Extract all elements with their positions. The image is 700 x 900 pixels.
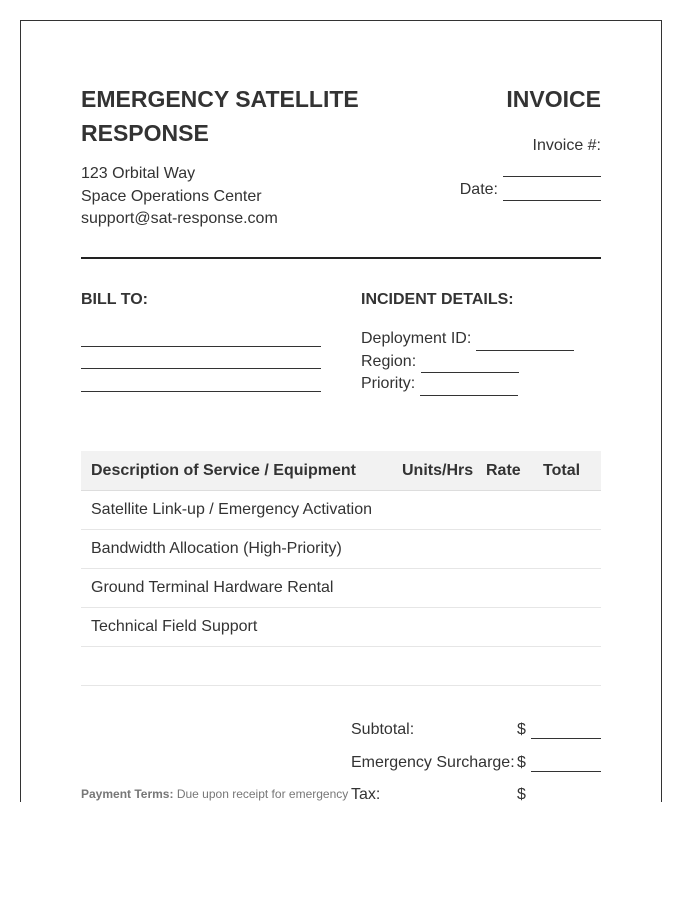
invoice-date-row [460,179,601,201]
currency-symbol: $ [517,753,526,771]
header-divider [81,257,601,259]
table-row [81,530,601,569]
header-units: Units/Hrs [402,461,474,479]
subtotal-field[interactable] [531,738,601,739]
deployment-id-label: Deployment ID: [361,330,472,347]
invoice-date-field[interactable] [503,185,601,201]
currency-symbol: $ [517,721,526,738]
incident-details [361,328,574,396]
totals-block [351,719,601,802]
row-description: Satellite Link-up / Emergency Activation [91,501,373,518]
subtotal-label: Subtotal: [351,721,415,738]
currency-symbol: $ [517,786,526,802]
table-row [81,491,601,530]
bill-to-heading: BILL TO: [81,291,148,308]
address-line-email: support@sat-response.com [81,210,278,227]
address-line-street: 123 Orbital Way [81,165,196,182]
row-description: Ground Terminal Hardware Rental [91,579,334,596]
subtotal-row [351,719,601,752]
tax-row [351,784,601,802]
table-row-empty [81,647,601,686]
invoice-content [81,21,601,802]
priority-row [361,373,574,396]
table-header [81,451,601,491]
bill-to-line-2[interactable] [81,368,321,369]
table-row [81,569,601,608]
tax-label: Tax: [351,786,381,802]
invoice-date-label: Date: [459,181,498,198]
payment-terms-label: Payment Terms: [81,787,174,801]
invoice-number-field[interactable] [503,157,601,177]
invoice-number-label: Invoice #: [532,137,601,154]
deployment-id-field[interactable] [476,335,574,351]
surcharge-field[interactable] [531,771,601,772]
incident-details-heading: INCIDENT DETAILS: [361,291,514,308]
header-description: Description of Service / Equipment [91,461,356,479]
company-address [81,163,278,231]
payment-terms-text: Due upon receipt for emergency [176,787,349,801]
services-table [81,451,601,686]
deployment-id-row [361,328,574,351]
invoice-title: INVOICE [506,86,601,112]
priority-label: Priority: [361,375,416,392]
bill-to-line-3[interactable] [81,391,321,392]
priority-field[interactable] [420,380,518,396]
header-total: Total [543,461,581,479]
company-name: EMERGENCY SATELLITE RESPONSE [81,86,359,146]
row-description: Technical Field Support [91,618,258,635]
table-row [81,608,601,647]
region-field[interactable] [421,357,519,373]
bill-to-line-1[interactable] [81,346,321,347]
address-line-center: Space Operations Center [81,187,262,205]
surcharge-row [351,752,601,785]
row-description: Bandwidth Allocation (High-Priority) [91,540,342,557]
region-row [361,351,574,374]
region-label: Region: [361,352,417,370]
surcharge-label: Emergency Surcharge: [351,753,515,771]
invoice-page [20,20,662,802]
header-rate: Rate [486,461,521,479]
payment-terms [81,786,348,802]
